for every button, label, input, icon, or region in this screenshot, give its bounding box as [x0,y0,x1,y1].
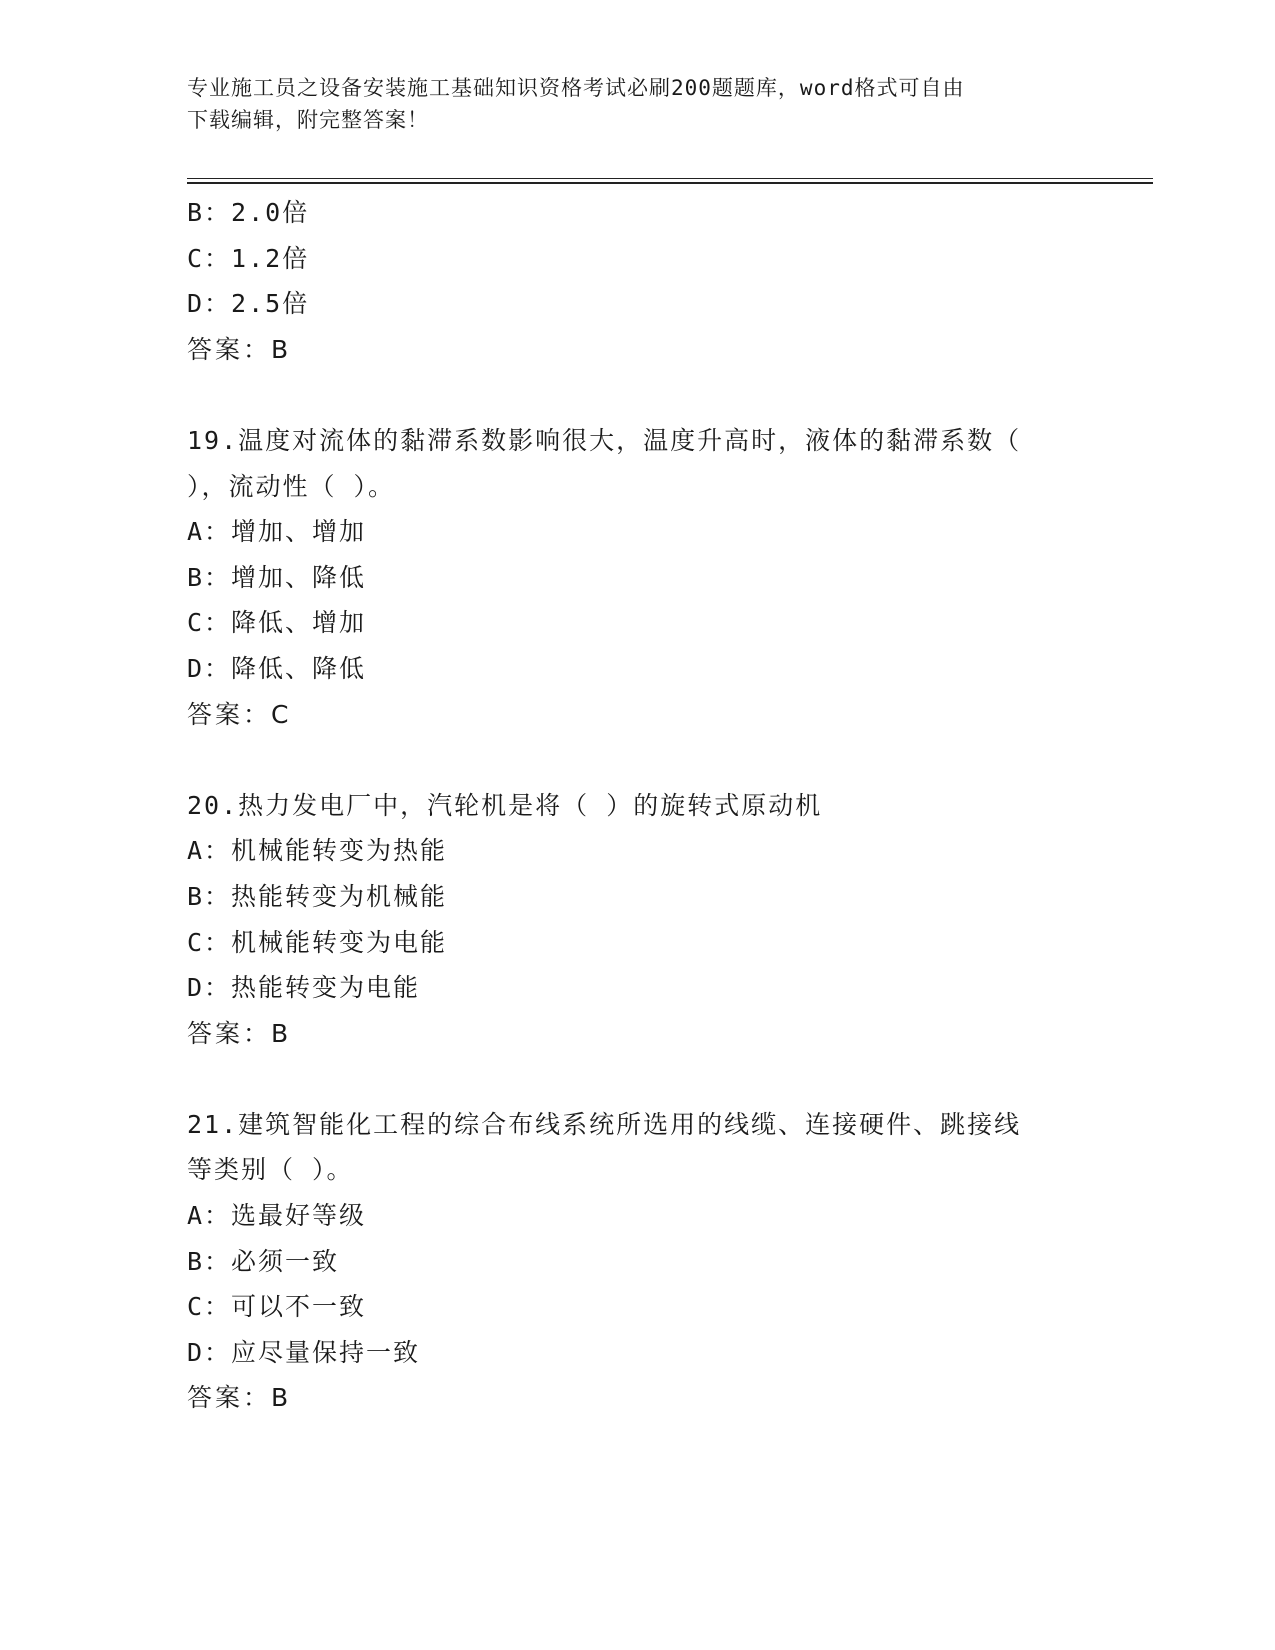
spacer [187,1056,1087,1102]
question-stem: 21.建筑智能化工程的综合布线系统所选用的线缆、连接硬件、跳接线 [187,1109,1022,1139]
question-stem: 19.温度对流体的黏滞系数影响很大，温度升高时，液体的黏滞系数（ [187,425,1022,455]
option-b: B：增加、降低 [187,562,367,592]
answer-line: 答案：B [187,1383,292,1413]
question-19 [187,418,1087,737]
option-a: A：选最好等级 [187,1201,367,1231]
spacer [187,372,1087,418]
option-d: D：应尽量保持一致 [187,1337,421,1367]
option-d: D：2.5倍 [187,289,310,319]
header-line-1: 专业施工员之设备安装施工基础知识资格考试必刷200题题库，word格式可自由 [187,76,965,100]
answer-line: 答案：B [187,1018,292,1048]
option-d: D：热能转变为电能 [187,973,421,1003]
option-b: B：2.0倍 [187,198,310,227]
answer-line: 答案：B [187,334,292,364]
question-18-tail [187,190,1087,372]
document-header [187,72,1067,136]
question-stem-continued: ），流动性（ ）。 [187,471,396,501]
question-21 [187,1102,1087,1421]
option-b: B：必须一致 [187,1246,340,1276]
option-c: C：降低、增加 [187,608,367,638]
answer-line: 答案：C [187,699,292,729]
question-20 [187,783,1087,1057]
option-a: A：机械能转变为热能 [187,836,448,866]
option-d: D：降低、降低 [187,653,367,683]
document-body [187,190,1087,1421]
header-divider-thick [187,182,1153,184]
option-c: C：1.2倍 [187,243,310,273]
header-line-2: 下载编辑，附完整答案！ [187,108,429,132]
option-b: B：热能转变为机械能 [187,881,448,911]
question-stem: 20.热力发电厂中，汽轮机是将（ ）的旋转式原动机 [187,790,823,820]
question-stem-continued: 等类别（ ）。 [187,1155,354,1185]
option-a: A：增加、增加 [187,517,367,547]
option-c: C：机械能转变为电能 [187,927,448,957]
option-c: C：可以不一致 [187,1292,367,1322]
spacer [187,737,1087,783]
header-divider-thin [187,178,1153,179]
